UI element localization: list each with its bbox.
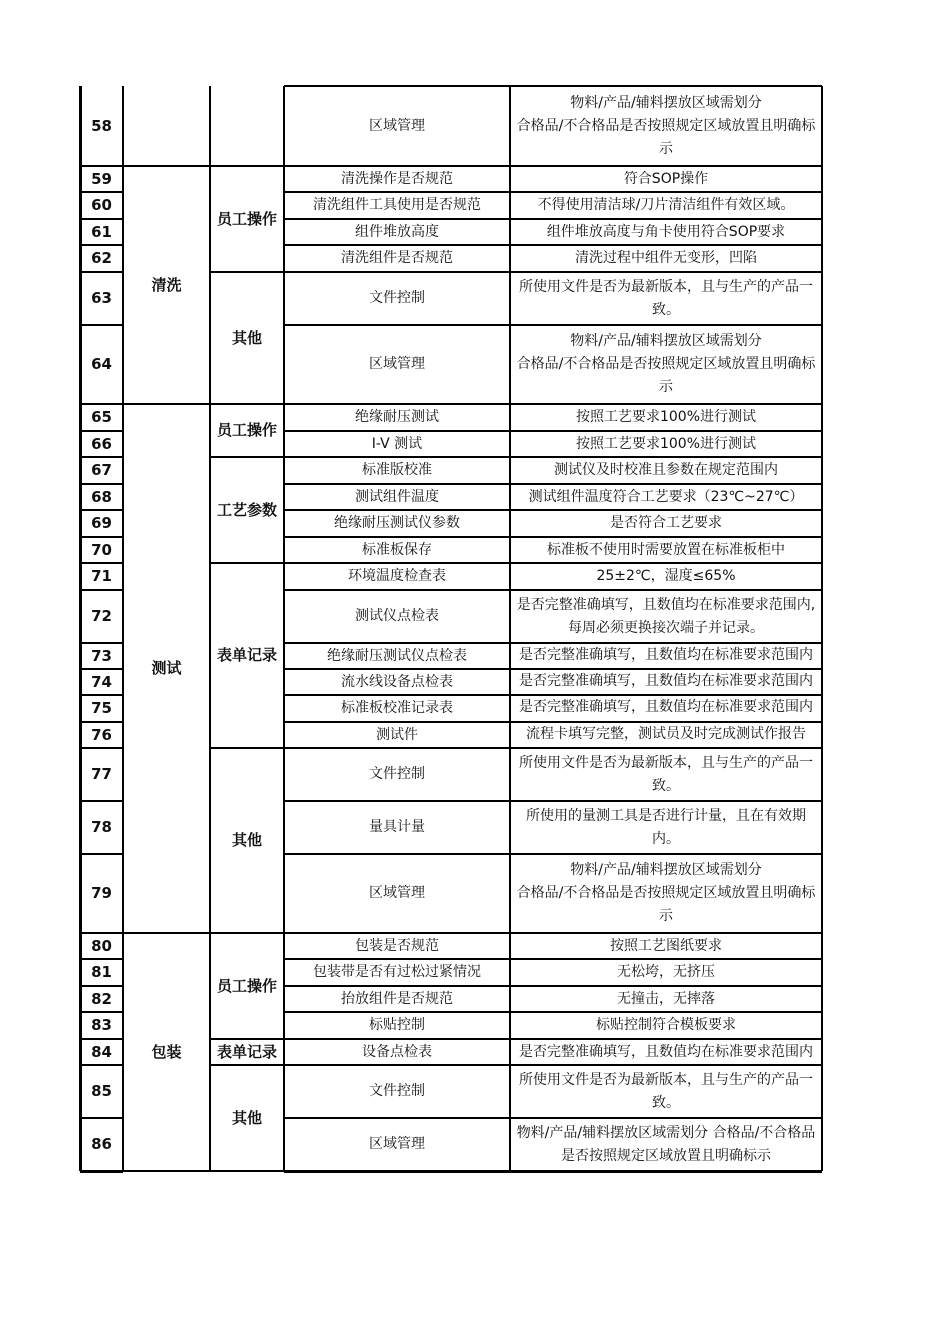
inspection-item: 测试件 — [376, 726, 418, 743]
inspection-item: 抬放组件是否规范 — [341, 990, 453, 1007]
row-number: 85 — [91, 1082, 112, 1100]
inspection-standard: 所使用文件是否为最新版本，且与生产的产品一致。 — [519, 754, 813, 794]
process-category: 包装 — [151, 1042, 182, 1061]
inspection-item: 环境温度检查表 — [348, 568, 446, 584]
inspection-item: 包装带是否有过松过紧情况 — [313, 964, 481, 980]
inspection-item: 设备点检表 — [362, 1043, 432, 1060]
inspection-standard: 流程卡填写完整，测试员及时完成测试作报告 — [526, 726, 806, 742]
row-number: 67 — [91, 461, 112, 479]
row-number: 65 — [91, 408, 112, 426]
inspection-standard: 组件堆放高度与角卡使用符合SOP要求 — [546, 223, 786, 240]
inspection-standard: 标贴控制符合模板要求 — [596, 1017, 736, 1033]
inspection-standard: 测试仪及时校准且参数在规定范围内 — [554, 462, 778, 478]
row-number: 79 — [91, 884, 112, 902]
inspection-standard: 是否完整准确填写，且数值均在标准要求范围内 — [519, 673, 813, 689]
process-category: 测试 — [151, 659, 182, 677]
inspection-standard: 所使用文件是否为最新版本，且与生产的产品一致。 — [519, 278, 813, 318]
check-subcategory: 员工操作 — [216, 421, 277, 439]
inspection-standard: 是否完整准确填写，且数值均在标准要求范围内 — [519, 647, 813, 663]
row-number: 78 — [91, 818, 112, 836]
row-number: 64 — [91, 355, 112, 373]
inspection-item: 包装是否规范 — [355, 937, 439, 954]
row-number: 69 — [91, 514, 112, 532]
row-number: 82 — [91, 989, 112, 1008]
inspection-standard: 物料/产品/辅料摆放区域需划分 合格品/不合格品是否按照规定区域放置且明确标示 — [516, 333, 816, 395]
inspection-item: 清洗组件是否规范 — [341, 250, 453, 266]
inspection-item: 标准板保存 — [362, 541, 432, 558]
inspection-item: 标贴控制 — [369, 1017, 425, 1033]
check-subcategory: 员工操作 — [216, 209, 277, 228]
check-subcategory: 员工操作 — [216, 976, 277, 995]
row-number: 75 — [91, 699, 112, 717]
inspection-item: 量具计量 — [369, 819, 425, 835]
inspection-standard: 物料/产品/辅料摆放区域需划分 合格品/不合格品是否按照规定区域放置且明确标示 — [516, 1124, 816, 1164]
process-category — [123, 86, 210, 166]
inspection-item: 标准版校准 — [362, 462, 432, 478]
inspection-item: 标准板校准记录表 — [341, 700, 453, 716]
inspection-item: 区域管理 — [369, 356, 425, 372]
process-category: 清洗 — [151, 275, 182, 294]
inspection-standard: 是否完整准确填写，且数值均在标准要求范围内,每周必须更换接次端子并记录。 — [516, 596, 816, 636]
inspection-item: 文件控制 — [369, 1083, 425, 1099]
inspection-standard: 物料/产品/辅料摆放区域需划分 合格品/不合格品是否按照规定区域放置且明确标示 — [516, 94, 816, 157]
check-subcategory: 其他 — [231, 831, 262, 849]
inspection-item: 测试仪点检表 — [355, 608, 439, 624]
inspection-standard: 所使用文件是否为最新版本，且与生产的产品一致。 — [519, 1071, 813, 1111]
inspection-standard: 无撞击，无摔落 — [617, 990, 715, 1007]
inspection-standard: 符合SOP操作 — [623, 170, 709, 187]
row-number: 66 — [91, 434, 112, 453]
inspection-standard: 所使用的量测工具是否进行计量，且在有效期内。 — [526, 807, 806, 847]
inspection-standard: 按照工艺图纸要求 — [610, 937, 722, 954]
row-number: 63 — [91, 289, 112, 307]
row-number: 68 — [91, 487, 112, 506]
row-number: 76 — [91, 725, 112, 744]
inspection-item: 绝缘耐压测试仪点检表 — [327, 647, 467, 664]
inspection-standard: 按照工艺要求100%进行测试 — [575, 435, 757, 452]
inspection-item: 区域管理 — [369, 1136, 425, 1152]
inspection-item: 绝缘耐压测试仪参数 — [334, 515, 460, 531]
check-subcategory: 表单记录 — [216, 646, 277, 664]
inspection-item: 流水线设备点检表 — [341, 673, 453, 690]
inspection-standard: 是否符合工艺要求 — [610, 515, 722, 531]
inspection-item: 测试组件温度 — [355, 488, 439, 505]
row-number: 60 — [91, 196, 112, 214]
inspection-item: 文件控制 — [369, 766, 425, 782]
row-number: 59 — [91, 169, 112, 188]
inspection-standard: 测试组件温度符合工艺要求（23℃~27℃） — [528, 488, 804, 505]
check-subcategory: 表单记录 — [216, 1042, 277, 1061]
row-number: 81 — [91, 963, 112, 981]
row-number: 74 — [91, 672, 112, 691]
inspection-item: 组件堆放高度 — [355, 223, 439, 240]
row-number: 72 — [91, 607, 112, 625]
row-number: 83 — [91, 1016, 112, 1034]
row-number: 77 — [91, 765, 112, 783]
inspection-item: 清洗组件工具使用是否规范 — [313, 197, 481, 213]
row-number: 84 — [91, 1042, 112, 1061]
inspection-standard: 按照工艺要求100%进行测试 — [575, 409, 757, 425]
inspection-item: 区域管理 — [369, 885, 425, 901]
inspection-item: 绝缘耐压测试 — [355, 409, 439, 425]
inspection-standard: 无松垮，无挤压 — [617, 964, 715, 980]
row-number: 73 — [91, 646, 112, 665]
row-number: 86 — [91, 1135, 112, 1153]
inspection-standard: 是否完整准确填写，且数值均在标准要求范围内 — [519, 1043, 813, 1060]
row-number: 61 — [91, 222, 112, 241]
inspection-item: 文件控制 — [369, 290, 425, 306]
inspection-item: 区域管理 — [369, 117, 425, 134]
row-number: 62 — [91, 249, 112, 267]
inspection-standard: 清洗过程中组件无变形，凹陷 — [575, 250, 757, 266]
row-number: 58 — [91, 116, 112, 135]
inspection-standard: 25±2℃，湿度≤65% — [596, 568, 736, 584]
inspection-standard: 标准板不使用时需要放置在标准板柜中 — [547, 541, 785, 558]
row-number: 71 — [91, 567, 112, 585]
inspection-item: I-V 测试 — [371, 435, 423, 452]
check-subcategory: 工艺参数 — [216, 500, 277, 519]
check-subcategory: 其他 — [231, 328, 262, 347]
row-number: 80 — [91, 936, 112, 955]
row-number: 70 — [91, 540, 112, 559]
inspection-standard: 是否完整准确填写，且数值均在标准要求范围内 — [519, 699, 813, 715]
check-subcategory — [210, 86, 284, 166]
inspection-item: 清洗操作是否规范 — [341, 170, 453, 187]
inspection-standard: 物料/产品/辅料摆放区域需划分 合格品/不合格品是否按照规定区域放置且明确标示 — [516, 862, 816, 924]
inspection-table — [80, 86, 822, 1174]
check-subcategory: 其他 — [231, 1108, 262, 1127]
inspection-standard: 不得使用清洁球/刀片清洁组件有效区域。 — [537, 197, 795, 213]
